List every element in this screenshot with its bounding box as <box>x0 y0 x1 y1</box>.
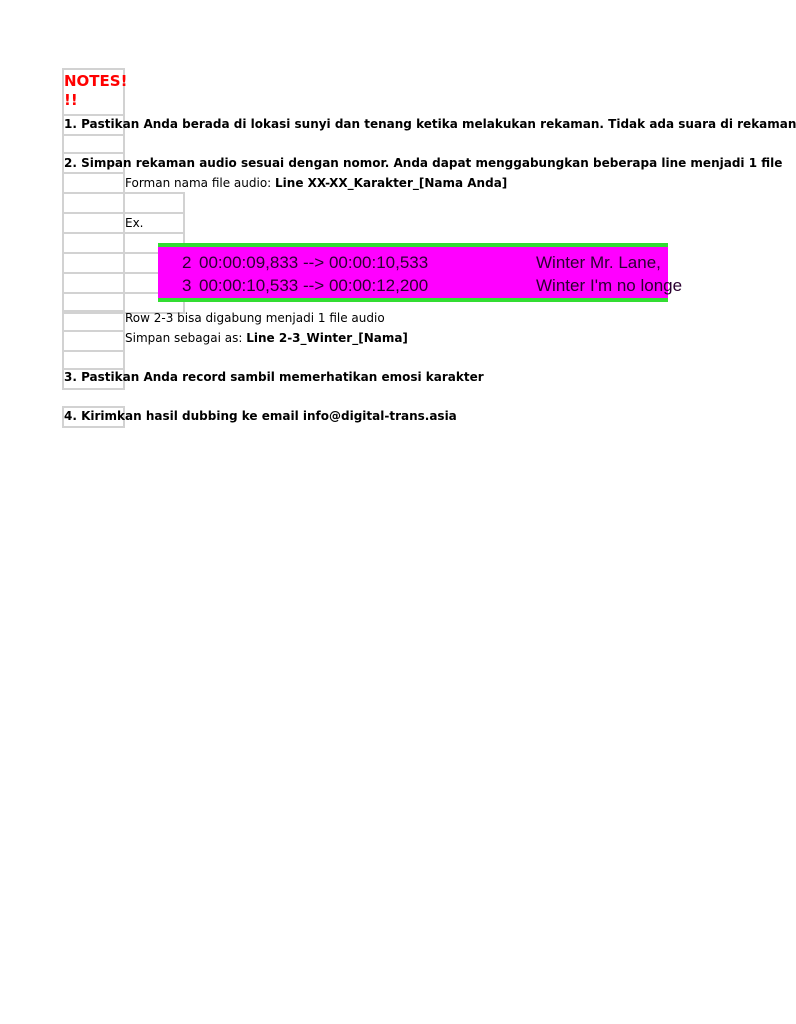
save-as-line <box>125 331 408 346</box>
subtitle-num: 3 <box>182 276 192 295</box>
save-as-value: Line 2-3_Winter_[Nama] <box>246 331 408 345</box>
instruction-4: 4. Kirimkan hasil dubbing ke email info@digital-trans.asia <box>64 409 457 423</box>
example-label: Ex. <box>125 216 144 230</box>
format-label: Forman nama file audio: <box>125 176 276 190</box>
format-line <box>125 176 507 191</box>
cell-a-row7[interactable] <box>62 232 125 254</box>
cell-b-row5[interactable] <box>123 192 185 214</box>
notes-title-text: NOTES! !! <box>64 72 128 109</box>
cell-a-row6[interactable] <box>62 212 125 234</box>
cell-a-row2[interactable] <box>62 134 125 154</box>
image-border-top <box>158 243 668 247</box>
subtitle-text: I'm no longe <box>590 276 683 295</box>
save-as-label: Simpan sebagai as: <box>125 331 247 345</box>
subtitle-num: 2 <box>182 253 192 272</box>
cell-a-row8[interactable] <box>62 252 125 274</box>
subtitle-text: Mr. Lane, <box>590 253 661 272</box>
cell-a-row13[interactable] <box>62 350 125 370</box>
cell-a-row9[interactable] <box>62 272 125 294</box>
cell-a-row4[interactable] <box>62 172 125 194</box>
subtitle-speaker: Winter <box>536 253 586 272</box>
instruction-1: 1. Pastikan Anda berada di lokasi sunyi dan tenang ketika melakukan rekaman. Tidak ada suara di rekaman <box>64 117 796 131</box>
instruction-2: 2. Simpan rekaman audio sesuai dengan nomor. Anda dapat menggabungkan beberapa line menjadi 1 file <box>64 156 783 170</box>
image-border-bottom <box>158 298 668 302</box>
cell-a-row12[interactable] <box>62 330 125 352</box>
example-subtitle-image <box>158 243 683 302</box>
instruction-3: 3. Pastikan Anda record sambil memerhatikan emosi karakter <box>64 370 484 384</box>
format-value: Line XX-XX_Karakter_[Nama Anda] <box>275 176 508 190</box>
subtitle-time: 00:00:09,833 --> 00:00:10,533 <box>199 253 429 272</box>
cell-a-row5[interactable] <box>62 192 125 214</box>
cell-a-row11[interactable] <box>62 310 125 332</box>
subtitle-speaker: Winter <box>536 276 586 295</box>
row-merge-note: Row 2-3 bisa digabung menjadi 1 file audio <box>125 311 385 325</box>
subtitle-time: 00:00:10,533 --> 00:00:12,200 <box>199 276 429 295</box>
notes-title <box>64 72 127 110</box>
